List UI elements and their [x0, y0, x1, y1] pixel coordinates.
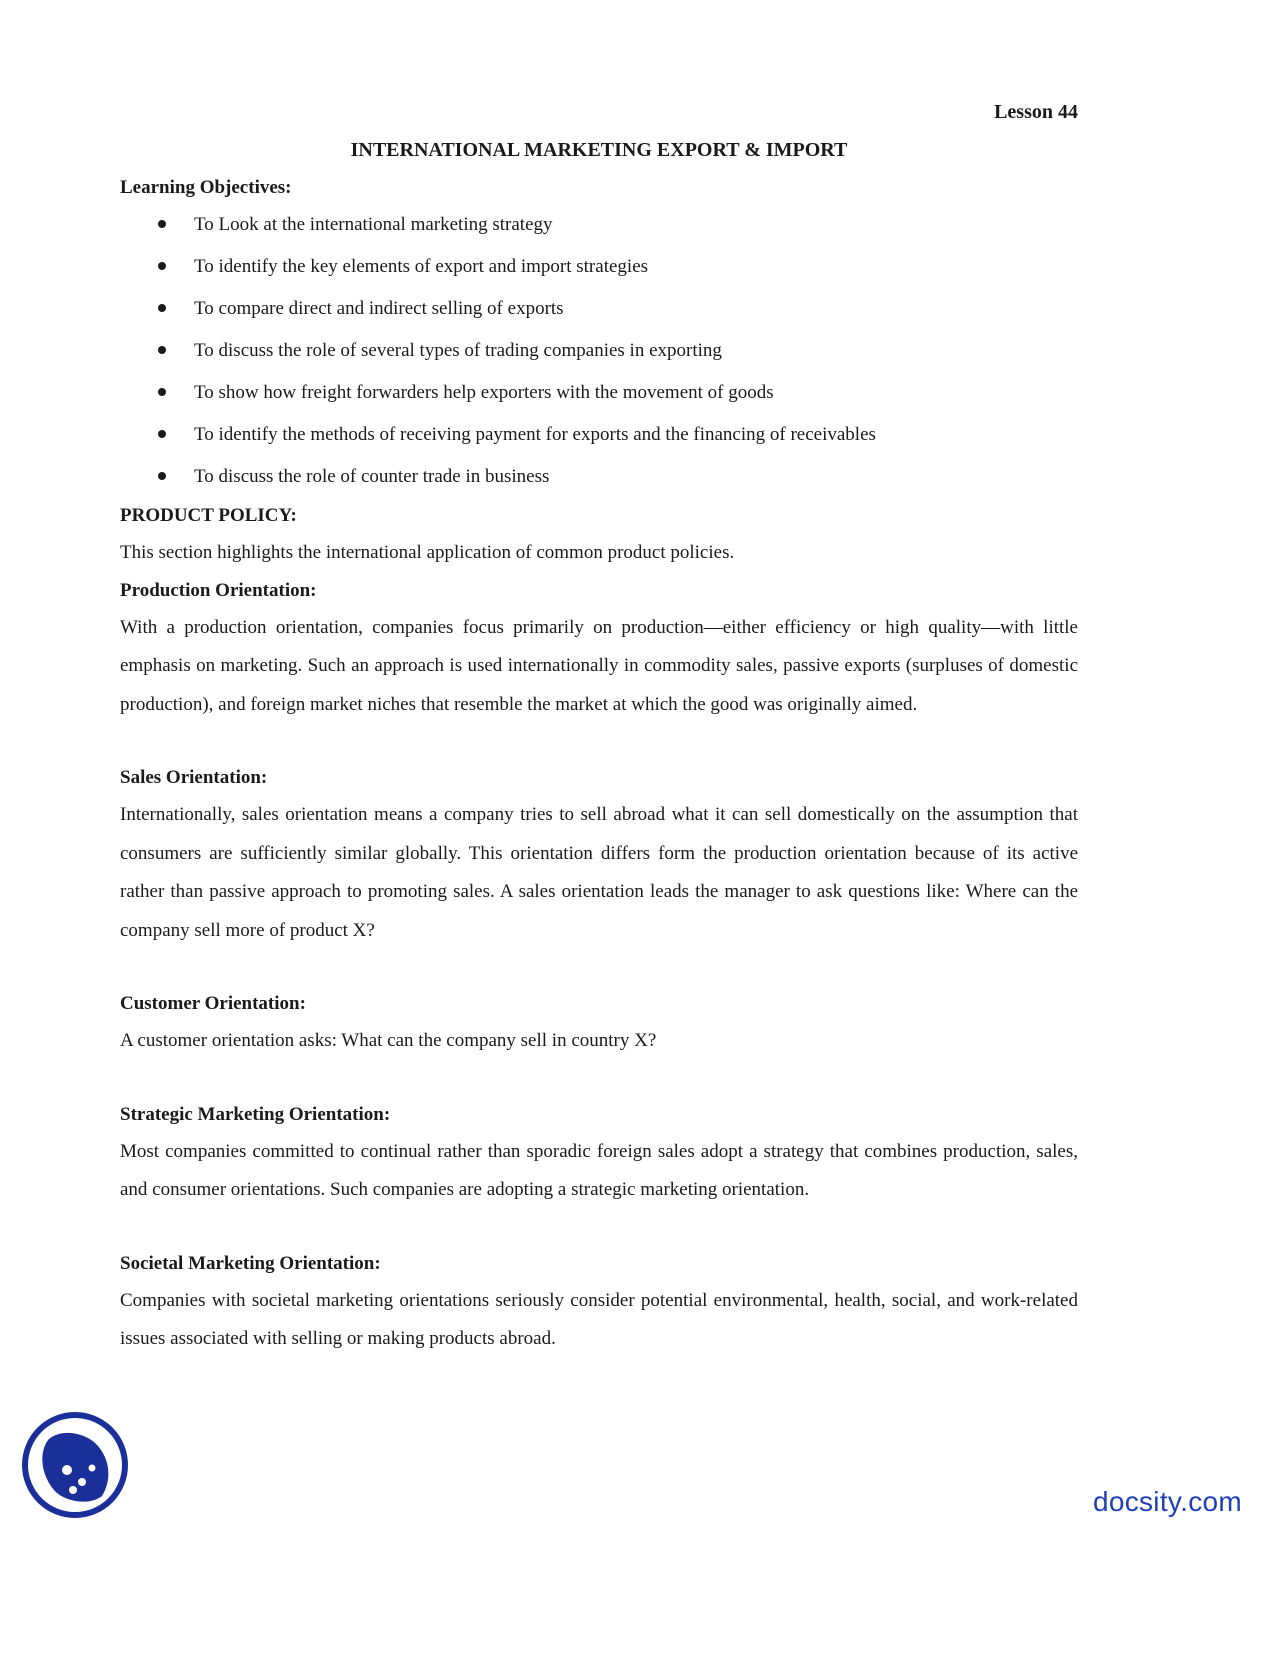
section-body-societal: Companies with societal marketing orientations seriously consider potential environmental, health, social, and work-related issues associated with selling or making products abroad. [120, 1289, 1078, 1349]
bullet-icon [158, 430, 166, 438]
bullet-icon [158, 304, 166, 312]
section-body-customer: A customer orientation asks: What can the company sell in country X? [120, 1030, 657, 1051]
docsity-brand-link[interactable]: docsity.com [1092, 1486, 1242, 1517]
section-heading-production: Production Orientation: [120, 579, 317, 601]
section-heading-societal: Societal Marketing Orientation: [120, 1252, 381, 1274]
document-content [120, 100, 1078, 1359]
list-item: To show how freight forwarders help exporters with the movement of goods [120, 372, 1078, 414]
list-item: To discuss the role of counter trade in business [120, 456, 1078, 498]
list-item: To identify the methods of receiving payment for exports and the financing of receivables [120, 414, 1078, 456]
section-body-production: With a production orientation, companies focus primarily on production—either efficiency or high quality—with little emphasis on marketing. Such an approach is used internationally in commodity sales, passive exports (surpluses of domestic production), and foreign market niches that resemble the market at which the good was originally aimed. [120, 616, 1078, 715]
list-item: To discuss the role of several types of trading companies in exporting [120, 330, 1078, 372]
page-title: INTERNATIONAL MARKETING EXPORT & IMPORT [350, 139, 848, 161]
bullet-icon [158, 262, 166, 270]
bullet-icon [158, 472, 166, 480]
section-body-strategic: Most companies committed to continual rather than sporadic foreign sales adopt a strategy that combines production, sales, and consumer orientations. Such companies are adopting a strategic marketing orientation. [120, 1140, 1078, 1200]
bullet-icon [158, 220, 166, 228]
learning-objectives-list [120, 204, 1078, 498]
list-item: To identify the key elements of export and import strategies [120, 246, 1078, 288]
list-item: To Look at the international marketing strategy [120, 204, 1078, 246]
lesson-label: Lesson 44 [994, 101, 1078, 123]
bullet-icon [158, 346, 166, 354]
section-body-sales: Internationally, sales orientation means a company tries to sell abroad what it can sell domestically on the assumption that consumers are sufficiently similar globally. This orientation differs form the production orientation because of its active rather than passive approach to promoting sales. A sales orientation leads the manager to ask questions like: Where can the company sell more of product X? [120, 804, 1078, 941]
product-policy-heading: PRODUCT POLICY: [120, 505, 297, 526]
section-heading-customer: Customer Orientation: [120, 993, 306, 1014]
list-item: To compare direct and indirect selling of exports [120, 288, 1078, 330]
bullet-icon [158, 388, 166, 396]
product-policy-intro: This section highlights the international application of common product policies. [120, 542, 735, 563]
learning-objectives-heading: Learning Objectives: [120, 177, 292, 198]
section-heading-strategic: Strategic Marketing Orientation: [120, 1103, 391, 1125]
docsity-logo-icon[interactable] [20, 1410, 130, 1520]
section-heading-sales: Sales Orientation: [120, 767, 268, 788]
